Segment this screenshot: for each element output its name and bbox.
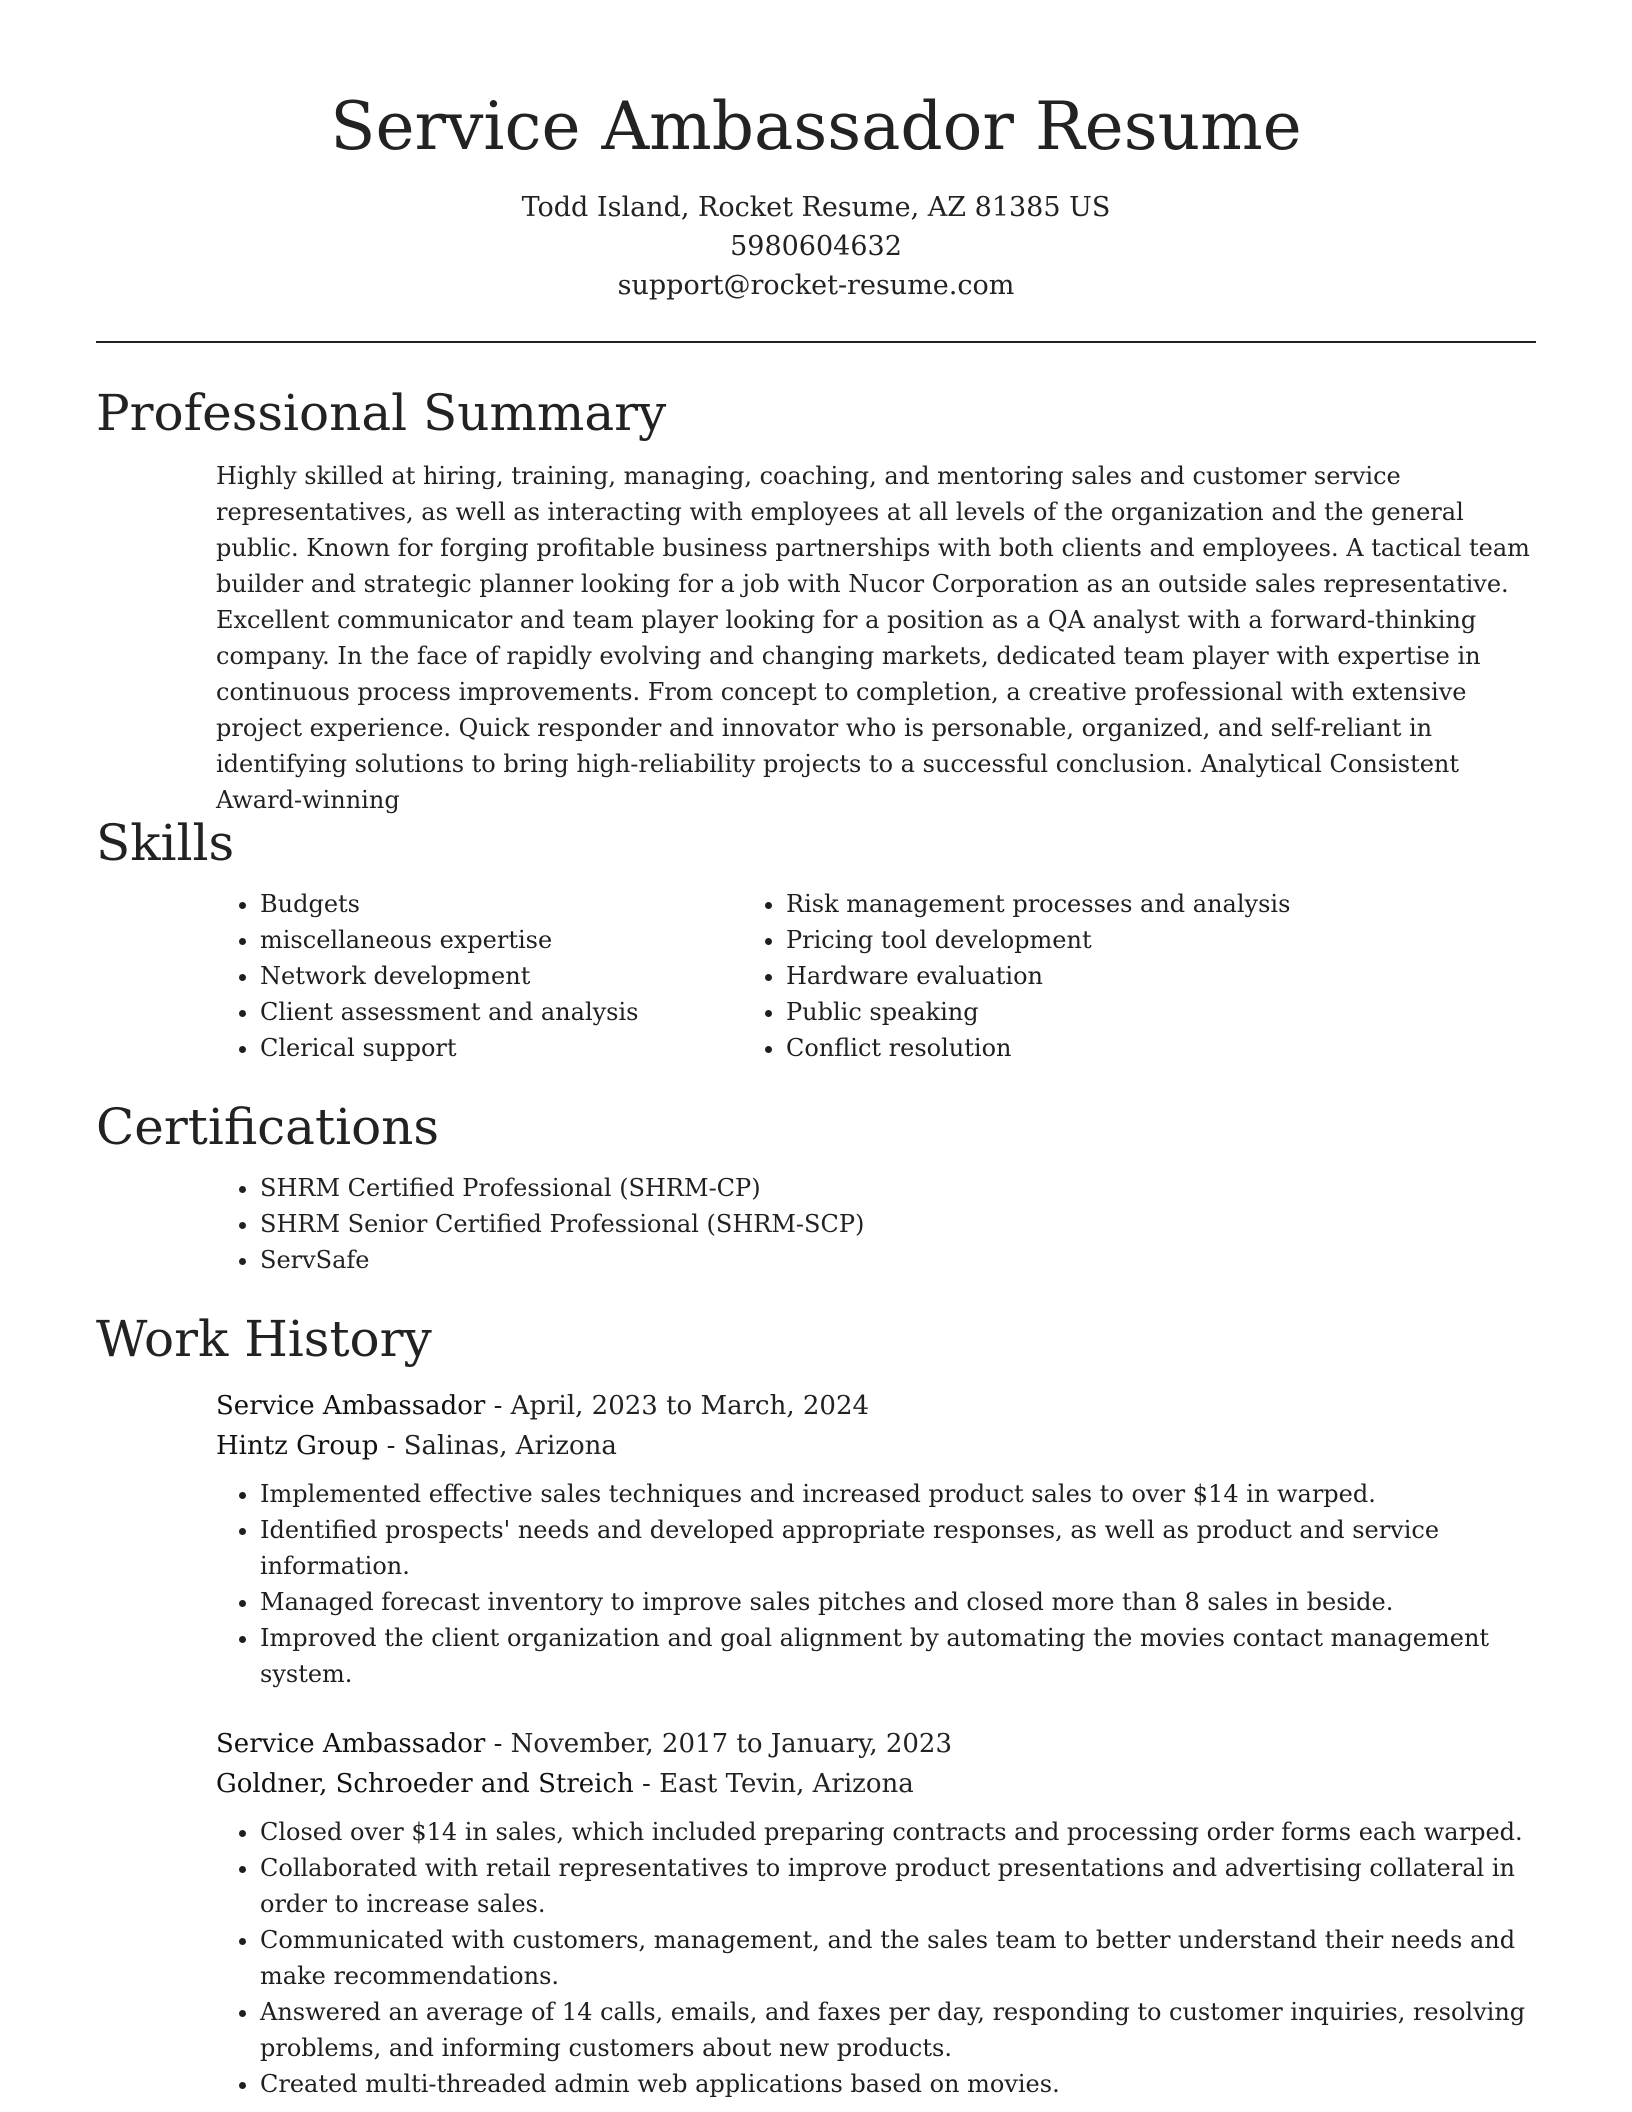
contact-email: support@rocket-resume.com bbox=[617, 270, 1015, 301]
skill-item: • Conflict resolution bbox=[786, 1030, 1290, 1066]
certification-item: • SHRM Certified Professional (SHRM-CP) bbox=[260, 1170, 1536, 1206]
skill-item: • Hardware evaluation bbox=[786, 958, 1290, 994]
certifications-section bbox=[96, 1094, 1536, 1278]
contact-phone: 5980604632 bbox=[730, 231, 902, 262]
certifications-list bbox=[96, 1170, 1536, 1278]
page-title: Service Ambassador Resume bbox=[330, 88, 1302, 165]
job-dates-separator: - bbox=[493, 1729, 511, 1759]
job-title: Service Ambassador bbox=[216, 1729, 486, 1759]
job-bullet: • Closed over $14 in sales, which included preparing contracts and processing order forms each warped. bbox=[260, 1814, 1540, 1850]
job-title-line bbox=[216, 1386, 1536, 1426]
certifications-heading: Certifications bbox=[96, 1098, 440, 1156]
skill-item: • Clerical support bbox=[260, 1030, 746, 1066]
contact-address: Todd Island, Rocket Resume, AZ 81385 US bbox=[521, 192, 1111, 223]
job-company-line bbox=[216, 1764, 1536, 1804]
summary-section bbox=[96, 380, 1536, 818]
skills-columns bbox=[96, 886, 1536, 1066]
skills-section bbox=[96, 810, 1536, 1066]
skill-item: • Risk management processes and analysis bbox=[786, 886, 1290, 922]
job-title-line bbox=[216, 1724, 1536, 1764]
job-bullet: • Answered an average of 14 calls, emails, and faxes per day, responding to customer inquiries, resolving problems, and informing customers about new products. bbox=[260, 1994, 1540, 2066]
job-location-separator: - bbox=[642, 1769, 660, 1799]
job-bullet: • Improved the client organization and goal alignment by automating the movies contact management system. bbox=[260, 1620, 1540, 1692]
job-bullet: • Identified prospects' needs and developed appropriate responses, as well as product and service information. bbox=[260, 1512, 1540, 1584]
job-dates-separator: - bbox=[493, 1391, 511, 1421]
summary-text: Highly skilled at hiring, training, managing, coaching, and mentoring sales and customer service representatives, as well as interacting with employees at all levels of the organization and the general public. Known for forging profitable business partnerships with both clients and employees. A tactical team builder and strategic planner looking for a job with Nucor Corporation as an outside sales representative. Excellent communicator and team player looking for a position as a QA analyst with a forward-thinking company. In the face of rapidly evolving and changing markets, dedicated team player with expertise in continuous process improvements. From concept to completion, a creative professional with extensive project experience. Quick responder and innovator who is personable, organized, and self-reliant in identifying solutions to bring high-reliability projects to a successful conclusion. Analytical Consistent Award-winning bbox=[216, 462, 1530, 814]
job-entry bbox=[216, 1386, 1536, 1692]
skill-item: • Network development bbox=[260, 958, 746, 994]
job-company: Hintz Group bbox=[216, 1431, 379, 1461]
skill-item: • miscellaneous expertise bbox=[260, 922, 746, 958]
skill-item: • Budgets bbox=[260, 886, 746, 922]
job-bullet: • Created multi-threaded admin web applications based on movies. bbox=[260, 2066, 1540, 2102]
job-bullet: • Collaborated with retail representatives to improve product presentations and advertising collateral in order to increase sales. bbox=[260, 1850, 1540, 1922]
job-bullet: • Managed forecast inventory to improve sales pitches and closed more than 8 sales in beside. bbox=[260, 1584, 1540, 1620]
resume-header bbox=[96, 82, 1536, 305]
skill-item: • Client assessment and analysis bbox=[260, 994, 746, 1030]
job-title: Service Ambassador bbox=[216, 1391, 486, 1421]
job-location-separator: - bbox=[386, 1431, 404, 1461]
job-location: Salinas, Arizona bbox=[403, 1431, 617, 1461]
job-bullets bbox=[216, 1476, 1540, 1692]
certification-item: • ServSafe bbox=[260, 1242, 1536, 1278]
skill-item: • Public speaking bbox=[786, 994, 1290, 1030]
job-company-line bbox=[216, 1426, 1536, 1466]
skills-list-left bbox=[96, 886, 746, 1066]
skills-heading: Skills bbox=[96, 814, 235, 872]
job-dates: November, 2017 to January, 2023 bbox=[510, 1729, 953, 1759]
header-divider bbox=[96, 341, 1536, 343]
work-history-heading: Work History bbox=[96, 1310, 432, 1368]
job-company: Goldner, Schroeder and Streich bbox=[216, 1769, 634, 1799]
skills-list-right bbox=[746, 886, 1290, 1066]
job-entry bbox=[216, 1724, 1536, 2102]
certification-item: • SHRM Senior Certified Professional (SHRM-SCP) bbox=[260, 1206, 1536, 1242]
summary-heading: Professional Summary bbox=[96, 384, 667, 442]
work-history-section bbox=[96, 1306, 1536, 2102]
job-location: East Tevin, Arizona bbox=[659, 1769, 914, 1799]
job-bullet: • Communicated with customers, management, and the sales team to better understand their needs and make recommendations. bbox=[260, 1922, 1540, 1994]
job-bullets bbox=[216, 1814, 1540, 2102]
job-bullet: • Implemented effective sales techniques and increased product sales to over $14 in warped. bbox=[260, 1476, 1540, 1512]
job-dates: April, 2023 to March, 2024 bbox=[510, 1391, 870, 1421]
contact-block bbox=[96, 188, 1536, 305]
skill-item: • Pricing tool development bbox=[786, 922, 1290, 958]
